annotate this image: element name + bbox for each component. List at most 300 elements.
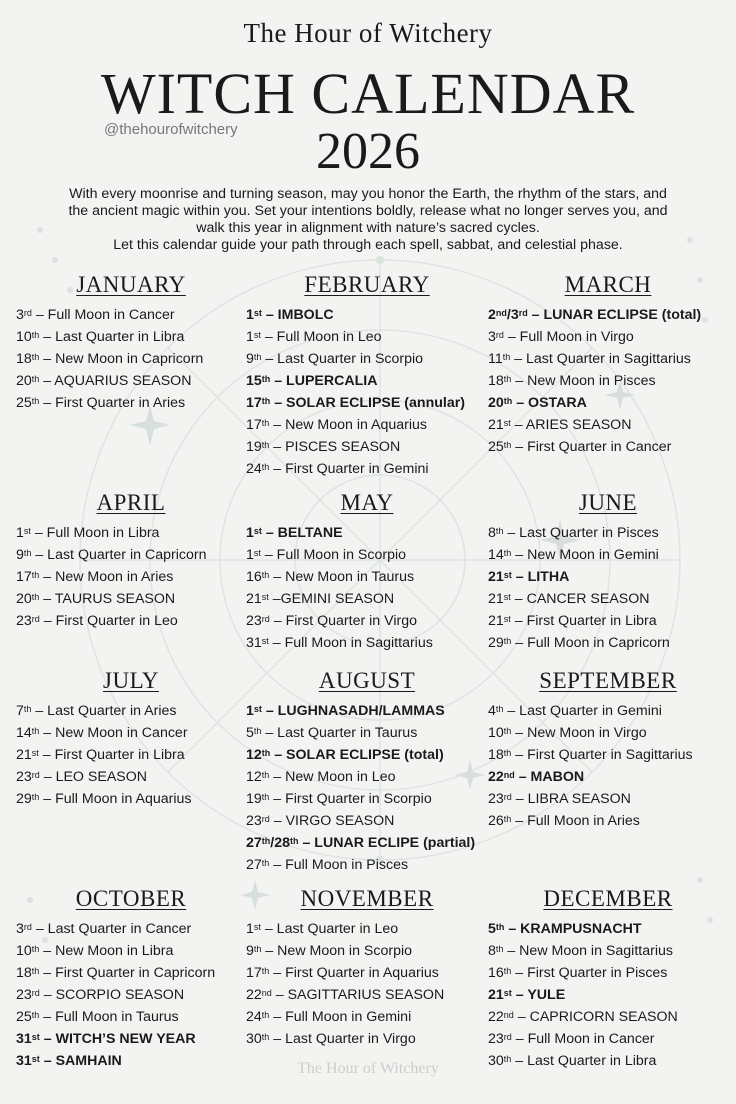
event-day: 30	[246, 1031, 262, 1047]
month-march	[488, 272, 728, 458]
footer-watermark: The Hour of Witchery	[297, 1060, 439, 1077]
calendar-event	[16, 304, 246, 326]
event-label: – CANCER SEASON	[510, 591, 650, 607]
event-day: 18	[16, 965, 32, 981]
month-heading: MAY	[340, 490, 394, 515]
event-day: 1	[246, 703, 254, 719]
day-suffix: th	[503, 966, 512, 976]
event-label: – First Quarter in Capricorn	[39, 965, 216, 981]
event-day: 18	[488, 747, 504, 763]
event-day: 19	[246, 791, 262, 807]
month-heading: APRIL	[96, 490, 166, 515]
calendar-event	[246, 326, 488, 348]
event-label: – Full Moon in Pisces	[269, 857, 409, 873]
event-day: 12	[246, 769, 262, 785]
day-suffix: th	[261, 792, 270, 802]
event-day: 1	[246, 329, 254, 345]
day-suffix: th	[23, 704, 32, 714]
calendar-event	[16, 722, 246, 744]
calendar-event	[246, 788, 488, 810]
event-label: – LITHA	[511, 569, 570, 585]
month-heading: AUGUST	[318, 668, 416, 693]
event-day: 1	[246, 525, 254, 541]
event-day: 26	[488, 813, 504, 829]
event-label: – First Quarter in Libra	[38, 747, 185, 763]
event-label: – ARIES SEASON	[510, 417, 632, 433]
day-suffix: th	[503, 814, 512, 824]
day-suffix: st	[503, 988, 512, 998]
event-day: 31	[16, 1031, 32, 1047]
event-label: – Last Quarter in Scorpio	[261, 351, 424, 367]
event-label: – Last Quarter in Capricorn	[31, 547, 207, 563]
day-suffix: th	[495, 704, 504, 714]
calendar-event	[16, 610, 246, 632]
event-label: – LUGHNASADH/LAMMAS	[261, 703, 445, 719]
calendar-event	[246, 392, 488, 414]
event-label: – SAMHAIN	[39, 1053, 122, 1069]
day-suffix: th	[261, 748, 271, 758]
day-suffix: th	[503, 548, 512, 558]
event-day: 21	[488, 417, 504, 433]
month-november	[246, 886, 488, 1050]
day-suffix: st	[503, 570, 512, 580]
day-suffix: st	[253, 526, 262, 536]
day-suffix: th	[503, 1054, 512, 1064]
event-label: – New Moon in Gemini	[511, 547, 659, 563]
calendar-event	[488, 722, 728, 744]
calendar-event	[488, 962, 728, 984]
event-day: 31	[16, 1053, 32, 1069]
calendar-event	[16, 918, 246, 940]
event-label: – New Moon in Sagittarius	[503, 943, 673, 959]
event-label: – VIRGO SEASON	[269, 813, 395, 829]
event-day: 23	[16, 987, 32, 1003]
event-label: – New Moon in Virgo	[511, 725, 647, 741]
event-label: – WITCH’S NEW YEAR	[39, 1031, 196, 1047]
calendar-event	[246, 962, 488, 984]
event-day: 30	[488, 1053, 504, 1069]
day-suffix: rd	[31, 988, 40, 998]
day-suffix: st	[261, 592, 269, 602]
event-day: 29	[488, 635, 504, 651]
day-suffix: th	[261, 440, 270, 450]
calendar-event	[246, 744, 488, 766]
calendar-event	[246, 722, 488, 744]
event-day: 17	[16, 569, 32, 585]
day-suffix: th	[261, 966, 270, 976]
calendar-event	[16, 766, 246, 788]
day-suffix: st	[503, 592, 511, 602]
event-label: – MABON	[514, 769, 585, 785]
calendar-event	[488, 522, 728, 544]
calendar-event	[16, 744, 246, 766]
day-suffix: th	[261, 462, 270, 472]
calendar-event	[16, 984, 246, 1006]
event-label: – LUNAR ECLIPSE (total)	[527, 307, 702, 323]
event-label: – LUPERCALIA	[270, 373, 378, 389]
day-suffix: st	[253, 308, 262, 318]
event-label: – TAURUS SEASON	[39, 591, 176, 607]
calendar-event	[488, 632, 728, 654]
event-day: 3	[16, 921, 24, 937]
event-day: 23	[488, 1031, 504, 1047]
event-day: 18	[488, 373, 504, 389]
day-suffix: th	[503, 636, 512, 646]
calendar-event	[246, 304, 488, 326]
calendar-event	[488, 370, 728, 392]
event-label: – New Moon in Scorpio	[261, 943, 413, 959]
calendar-event	[16, 962, 246, 984]
event-day: 23	[16, 769, 32, 785]
event-label: – CAPRICORN SEASON	[513, 1009, 678, 1025]
day-suffix: th	[503, 748, 512, 758]
event-label: – Last Quarter in Libra	[511, 1053, 657, 1069]
event-day: 20	[16, 591, 32, 607]
event-day: 14	[488, 547, 504, 563]
event-day: 5	[246, 725, 254, 741]
day-suffix: th	[31, 726, 40, 736]
day-suffix: rd	[495, 330, 504, 340]
event-label: – Full Moon in Cancer	[511, 1031, 655, 1047]
event-label: – BELTANE	[261, 525, 343, 541]
month-july	[16, 668, 246, 810]
brand-name: The Hour of Witchery	[243, 18, 493, 48]
calendar-event	[488, 810, 728, 832]
event-label: – New Moon in Cancer	[39, 725, 188, 741]
event-day: 25	[16, 1009, 32, 1025]
calendar-event	[488, 610, 728, 632]
day-suffix: th	[253, 944, 262, 954]
event-label: – Full Moon in Aquarius	[39, 791, 192, 807]
event-day: 16	[246, 569, 262, 585]
day-suffix: th	[261, 396, 271, 406]
event-day: 31	[246, 635, 262, 651]
event-day: 4	[488, 703, 496, 719]
event-label: – OSTARA	[512, 395, 587, 411]
event-day: 17	[246, 395, 262, 411]
event-label: – Last Quarter in Taurus	[261, 725, 418, 741]
calendar-event	[488, 414, 728, 436]
calendar-event	[16, 788, 246, 810]
event-label: – Last Quarter in Pisces	[503, 525, 659, 541]
day-suffix: th	[31, 396, 40, 406]
day-suffix: th	[261, 1010, 270, 1020]
event-label: – First Quarter in Aquarius	[269, 965, 439, 981]
event-day: 10	[488, 725, 504, 741]
event-day: 21	[488, 987, 504, 1003]
event-day: 14	[16, 725, 32, 741]
calendar-event	[488, 544, 728, 566]
calendar-event	[246, 918, 488, 940]
event-label: – Last Quarter in Leo	[260, 921, 399, 937]
event-label: – Full Moon in Libra	[30, 525, 160, 541]
calendar-event	[246, 544, 488, 566]
day-suffix: th	[495, 526, 504, 536]
event-label: – Full Moon in Scorpio	[260, 547, 407, 563]
calendar-event	[246, 348, 488, 370]
event-day: /28	[270, 835, 291, 851]
event-label: – New Moon in Libra	[39, 943, 174, 959]
event-day: 1	[16, 525, 24, 541]
event-day: 9	[16, 547, 24, 563]
day-suffix: st	[253, 704, 262, 714]
calendar-event	[16, 700, 246, 722]
day-suffix: rd	[261, 614, 270, 624]
event-label: – First Quarter in Leo	[39, 613, 178, 629]
event-day: 29	[16, 791, 32, 807]
event-day: 3	[488, 329, 496, 345]
event-label: – Last Quarter in Aries	[31, 703, 177, 719]
calendar-event	[488, 788, 728, 810]
calendar-event	[246, 1006, 488, 1028]
event-day: 9	[246, 943, 254, 959]
intro-line: the ancient magic within you. Set your intentions boldly, release what no longer serves you, and	[68, 203, 668, 219]
day-suffix: st	[253, 922, 261, 932]
calendar-year: 2026	[316, 123, 420, 180]
event-label: – Last Quarter in Virgo	[269, 1031, 416, 1047]
month-september	[488, 668, 728, 832]
day-suffix: th	[31, 330, 40, 340]
event-label: – Last Quarter in Sagittarius	[510, 351, 691, 367]
day-suffix: th	[261, 570, 270, 580]
event-label: – SOLAR ECLIPSE (annular)	[270, 395, 465, 411]
event-day: 23	[488, 791, 504, 807]
event-day: 23	[246, 813, 262, 829]
day-suffix: st	[31, 748, 39, 758]
day-suffix: th	[31, 966, 40, 976]
event-label: – Full Moon in Virgo	[503, 329, 634, 345]
event-label: – Last Quarter in Cancer	[31, 921, 192, 937]
calendar-event	[246, 522, 488, 544]
day-suffix: st	[253, 330, 261, 340]
day-suffix: th	[31, 352, 40, 362]
event-day: 1	[246, 547, 254, 563]
event-label: – PISCES SEASON	[269, 439, 401, 455]
day-suffix: st	[23, 526, 31, 536]
event-day: 10	[16, 329, 32, 345]
calendar-event	[488, 918, 728, 940]
event-label: – New Moon in Aries	[39, 569, 174, 585]
calendar-event	[246, 458, 488, 480]
event-label: – New Moon in Taurus	[269, 569, 415, 585]
day-suffix: st	[253, 548, 261, 558]
day-suffix: st	[31, 1032, 40, 1042]
calendar-event	[16, 1028, 246, 1050]
day-suffix: rd	[31, 614, 40, 624]
day-suffix: th	[290, 836, 299, 846]
calendar-event	[246, 632, 488, 654]
calendar-event	[16, 522, 246, 544]
event-day: 12	[246, 747, 262, 763]
event-day: 7	[16, 703, 24, 719]
calendar-event	[16, 566, 246, 588]
day-suffix: st	[503, 614, 511, 624]
event-label: – LIBRA SEASON	[511, 791, 631, 807]
event-label: – First Quarter in Cancer	[511, 439, 672, 455]
month-heading: JULY	[103, 668, 159, 693]
event-label: – Full Moon in Aries	[511, 813, 640, 829]
calendar-event	[488, 744, 728, 766]
calendar-event	[488, 304, 728, 326]
day-suffix: th	[503, 374, 512, 384]
event-label: – YULE	[511, 987, 566, 1003]
event-label: – First Quarter in Sagittarius	[511, 747, 693, 763]
event-day: 22	[488, 1009, 504, 1025]
month-heading: SEPTEMBER	[539, 668, 677, 693]
event-day: 17	[246, 417, 262, 433]
event-day: 21	[246, 591, 262, 607]
day-suffix: rd	[518, 308, 528, 318]
day-suffix: th	[495, 922, 505, 932]
event-label: – New Moon in Capricorn	[39, 351, 204, 367]
event-label: – LEO SEASON	[39, 769, 148, 785]
day-suffix: th	[31, 944, 40, 954]
day-suffix: nd	[495, 308, 507, 318]
event-day: 21	[488, 569, 504, 585]
day-suffix: th	[253, 726, 262, 736]
event-label: – New Moon in Aquarius	[269, 417, 428, 433]
event-label: – Full Moon in Sagittarius	[268, 635, 433, 651]
event-day: 8	[488, 943, 496, 959]
event-label: – Full Moon in Cancer	[31, 307, 175, 323]
month-april	[16, 490, 246, 632]
calendar-event	[16, 348, 246, 370]
calendar-event	[246, 832, 488, 854]
event-day: 17	[246, 965, 262, 981]
event-label: – First Quarter in Aries	[39, 395, 186, 411]
day-suffix: th	[503, 396, 513, 406]
calendar-event	[488, 1006, 728, 1028]
event-day: 2	[488, 307, 496, 323]
day-suffix: rd	[503, 792, 512, 802]
day-suffix: th	[31, 792, 40, 802]
event-day: 27	[246, 835, 262, 851]
calendar-event	[16, 1006, 246, 1028]
calendar-event	[16, 370, 246, 392]
calendar-event	[246, 436, 488, 458]
event-label: – SCORPIO SEASON	[39, 987, 185, 1003]
calendar-event	[246, 566, 488, 588]
event-label: – Last Quarter in Libra	[39, 329, 185, 345]
calendar-event	[488, 588, 728, 610]
day-suffix: rd	[261, 814, 270, 824]
event-label: – First Quarter in Scorpio	[269, 791, 432, 807]
calendar-event	[246, 610, 488, 632]
event-day: 1	[246, 921, 254, 937]
page-title: WITCH CALENDAR	[100, 61, 636, 126]
day-suffix: rd	[31, 770, 40, 780]
calendar-event	[246, 700, 488, 722]
event-day: 20	[488, 395, 504, 411]
event-day: 25	[488, 439, 504, 455]
month-heading: JUNE	[578, 490, 638, 515]
event-day: 21	[16, 747, 32, 763]
day-suffix: rd	[23, 922, 32, 932]
day-suffix: th	[261, 858, 270, 868]
calendar-event	[488, 984, 728, 1006]
month-heading: MARCH	[564, 272, 652, 297]
day-suffix: st	[31, 1054, 40, 1064]
event-day: 25	[16, 395, 32, 411]
social-handle: @thehourofwitchery	[104, 121, 238, 138]
event-day: 21	[488, 613, 504, 629]
month-may	[246, 490, 488, 654]
event-label: – Full Moon in Taurus	[39, 1009, 179, 1025]
month-december	[488, 886, 728, 1072]
event-day: 3	[16, 307, 24, 323]
day-suffix: th	[261, 836, 271, 846]
month-june	[488, 490, 728, 654]
event-day: 1	[246, 307, 254, 323]
calendar-event	[488, 940, 728, 962]
calendar-event	[246, 766, 488, 788]
day-suffix: nd	[503, 1010, 514, 1020]
calendar-event	[246, 984, 488, 1006]
day-suffix: th	[31, 1010, 40, 1020]
calendar-event	[488, 436, 728, 458]
event-label: –GEMINI SEASON	[268, 591, 395, 607]
day-suffix: th	[31, 592, 40, 602]
calendar-event	[246, 940, 488, 962]
month-heading: DECEMBER	[543, 886, 673, 911]
day-suffix: nd	[261, 988, 272, 998]
month-heading: OCTOBER	[75, 886, 187, 911]
event-label: – First Quarter in Pisces	[511, 965, 668, 981]
day-suffix: rd	[503, 1032, 512, 1042]
event-day: 24	[246, 461, 262, 477]
event-label: – First Quarter in Virgo	[269, 613, 417, 629]
event-label: – Full Moon in Gemini	[269, 1009, 412, 1025]
event-day: /3	[506, 307, 519, 323]
intro-paragraph	[20, 186, 716, 254]
event-day: 18	[16, 351, 32, 367]
event-label: – LUNAR ECLIPE (partial)	[298, 835, 476, 851]
day-suffix: th	[31, 570, 40, 580]
event-day: 10	[16, 943, 32, 959]
month-october	[16, 886, 246, 1072]
event-label: – First Quarter in Gemini	[269, 461, 429, 477]
event-day: 20	[16, 373, 32, 389]
calendar-event	[16, 326, 246, 348]
intro-line: walk this year in alignment with nature’s sacred cycles.	[196, 220, 540, 236]
day-suffix: nd	[503, 770, 515, 780]
calendar-event	[488, 766, 728, 788]
day-suffix: th	[261, 418, 270, 428]
day-suffix: th	[261, 1032, 270, 1042]
event-label: – Last Quarter in Gemini	[503, 703, 662, 719]
calendar-event	[488, 1028, 728, 1050]
month-heading: FEBRUARY	[304, 272, 430, 297]
event-day: 23	[16, 613, 32, 629]
day-suffix: th	[31, 374, 40, 384]
day-suffix: th	[261, 374, 271, 384]
event-label: – First Quarter in Libra	[510, 613, 657, 629]
intro-line: With every moonrise and turning season, may you honor the Earth, the rhythm of the stars, and	[69, 186, 667, 202]
event-day: 11	[488, 351, 503, 367]
calendar-event	[246, 1028, 488, 1050]
day-suffix: th	[503, 726, 512, 736]
event-label: – New Moon in Pisces	[511, 373, 656, 389]
day-suffix: th	[261, 770, 270, 780]
event-label: – SOLAR ECLIPSE (total)	[270, 747, 444, 763]
event-label: – New Moon in Leo	[269, 769, 396, 785]
event-day: 22	[246, 987, 262, 1003]
day-suffix: th	[503, 440, 512, 450]
calendar-event	[488, 392, 728, 414]
event-label: – Full Moon in Leo	[260, 329, 382, 345]
month-january	[16, 272, 246, 414]
calendar-event	[488, 566, 728, 588]
